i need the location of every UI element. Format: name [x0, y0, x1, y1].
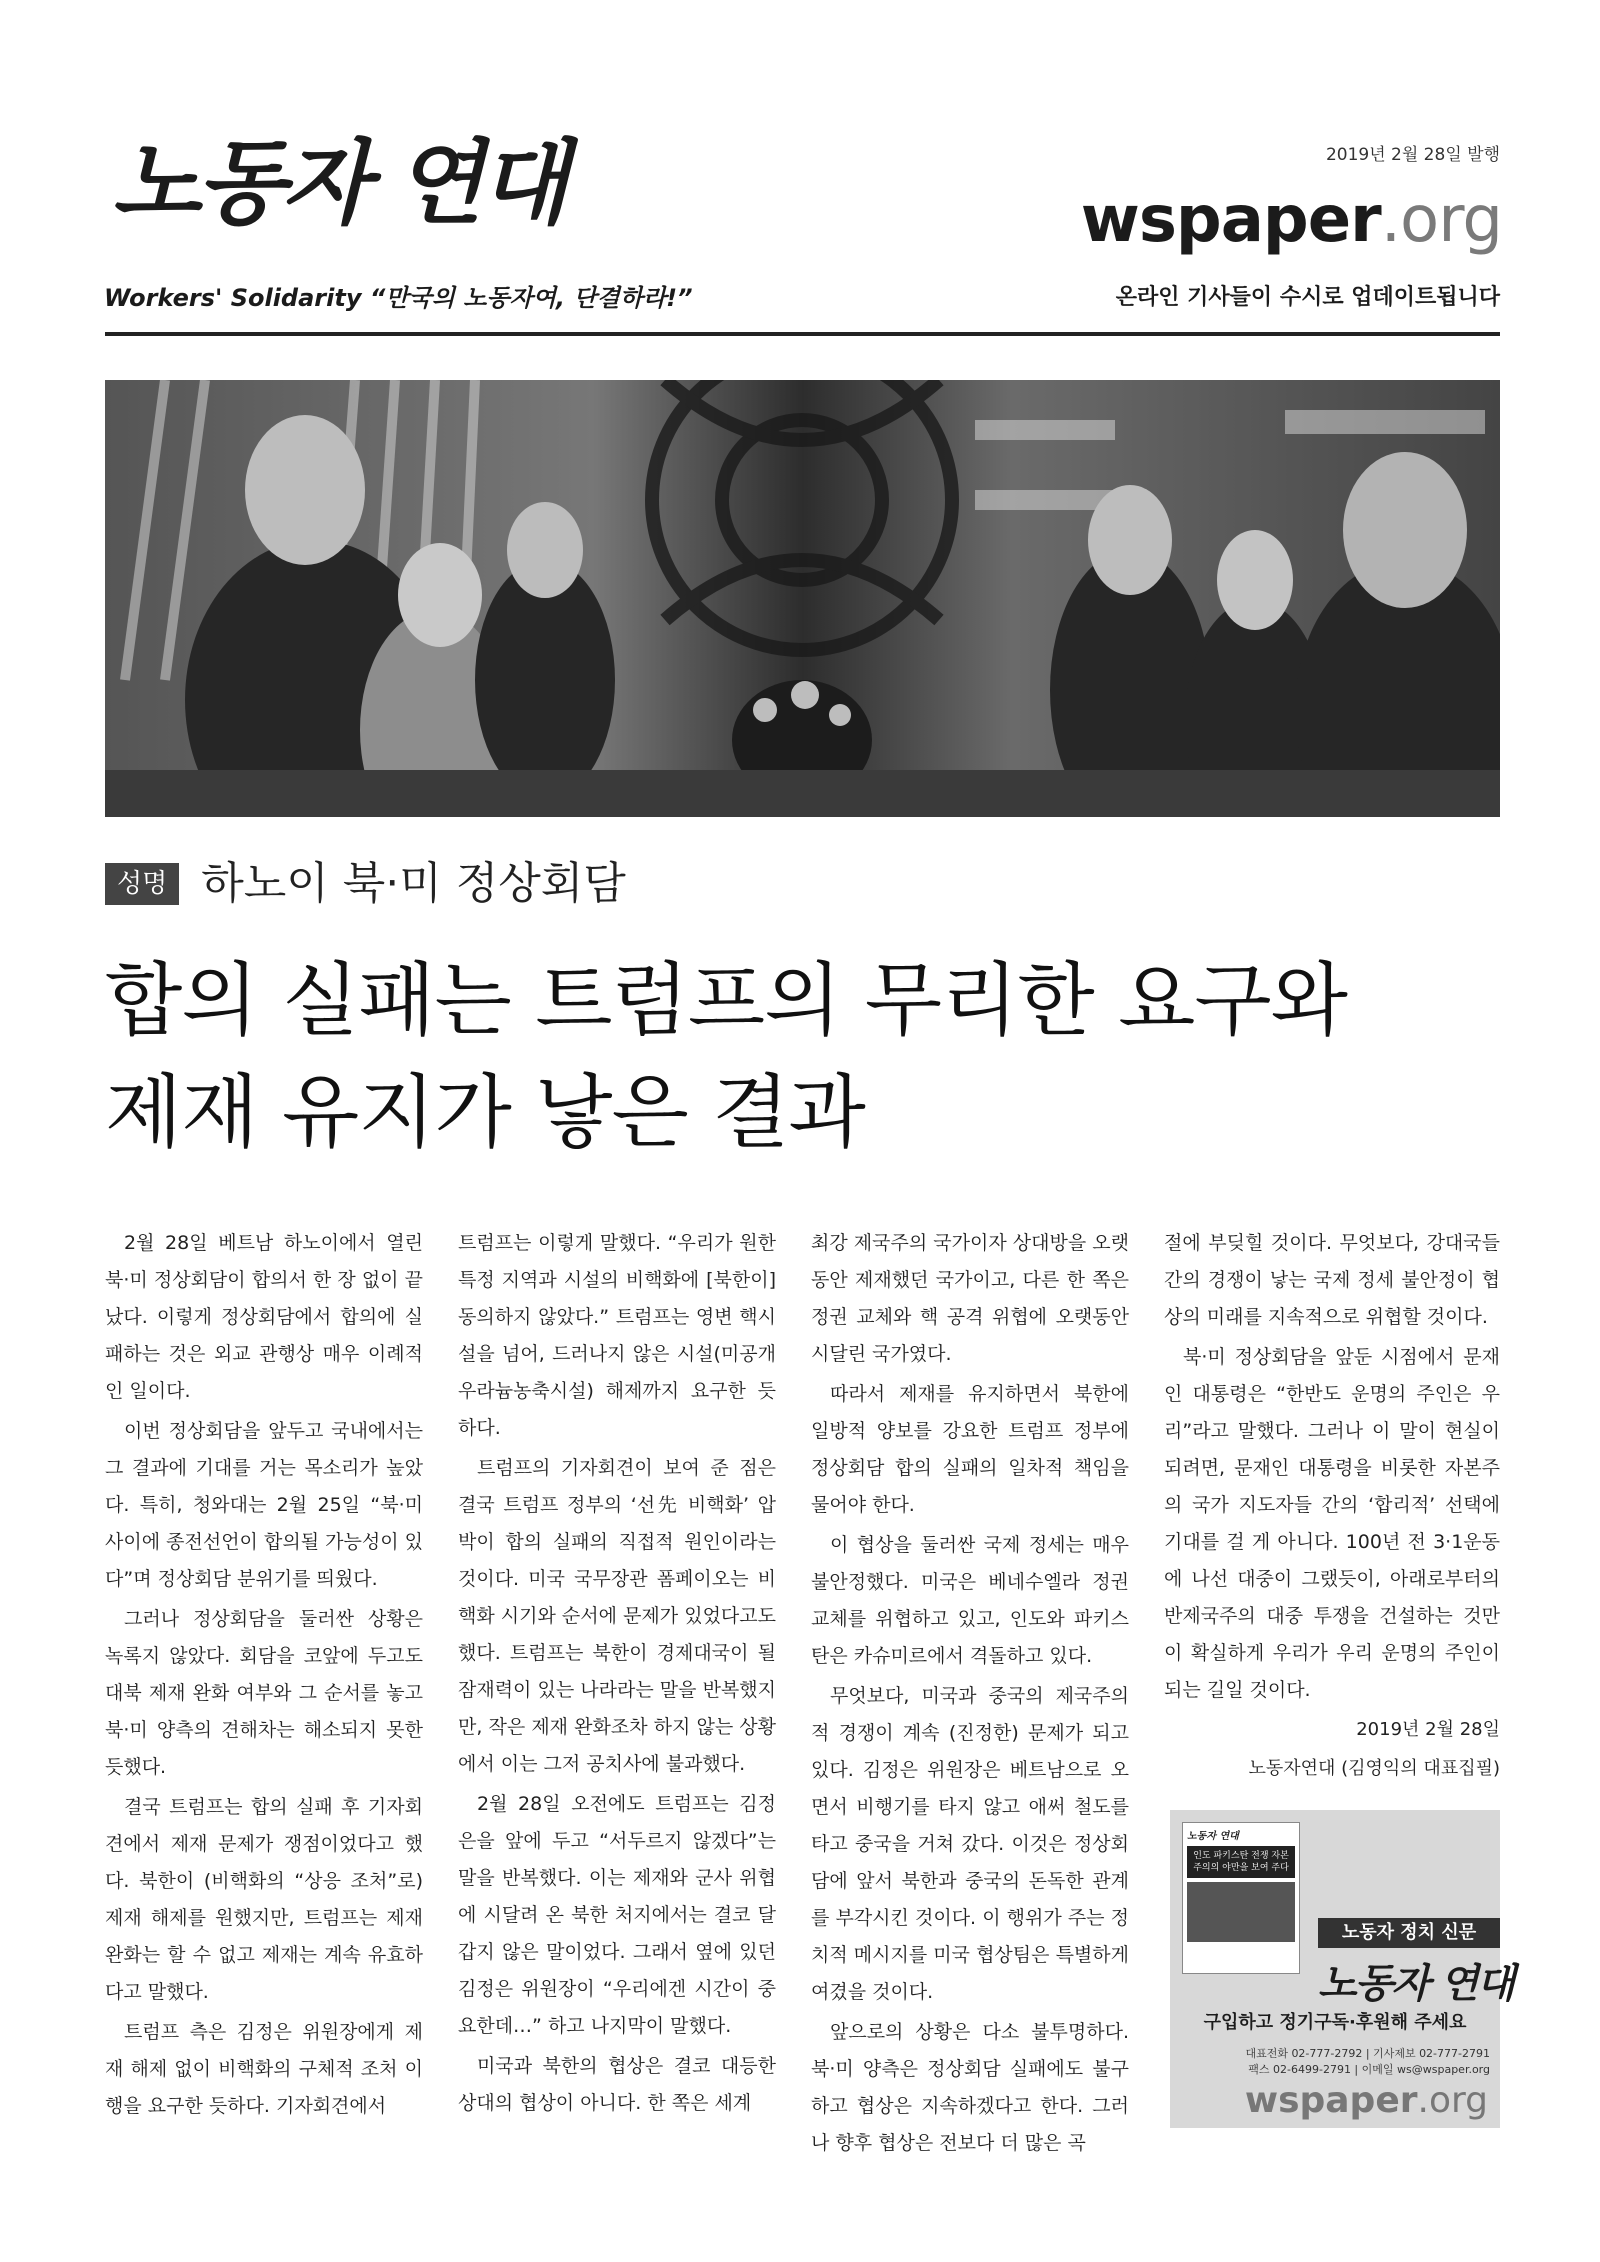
ad-banner: 노동자 정치 신문 [1318, 1918, 1500, 1948]
update-notice: 온라인 기사들이 수시로 업데이트됩니다 [1115, 285, 1500, 310]
ad-contact-line-1: 대표전화 02-777-2792 | 기사제보 02-777-2791 [1245, 2047, 1490, 2060]
paragraph: 북·미 정상회담을 앞둔 시점에서 문재인 대통령은 “한반도 운명의 주인은 우리”라고 말했다. 그러나 이 말이 현실이 되려면, 문재인 대통령을 비롯한 자본주의 국가 지도자들 간의 ‘합리적’ 선택에 기대를 걸 게 아니다. 100년 전 3·1운동에 나선 대중이 그랬듯이, 아래로부터의 반제국주의 대중 투쟁을 건설하는 것만이 확실하게 우리가 우리 운명의 주인이 되는 길일 것이다. [1164, 1346, 1500, 1701]
signature-author: 노동자연대 (김영익의 대표집필) [1248, 1758, 1500, 1779]
paragraph: 무엇보다, 미국과 중국의 제국주의적 경쟁이 계속 (진정한) 문제가 되고 있다. 김정은 위원장은 베트남으로 오면서 비행기를 타지 않고 애써 철도를 타고 중국을 거쳐 갔다. 이것은 정상회담에 앞서 북한과 중국의 돈독한 관계를 부각시킨 것이다. 이 행위가 주는 정치적 메시지를 미국 협상팀은 특별하게 여겼을 것이다. [811, 1685, 1129, 2003]
paragraph: 최강 제국주의 국가이자 상대방을 오랫동안 제재했던 국가이고, 다른 한 쪽은 정권 교체와 핵 공격 위협에 오랫동안 시달린 국가였다. [811, 1232, 1129, 1365]
headline-line-1: 합의 실패는 트럼프의 무리한 요구와 [105, 954, 1347, 1047]
article-column-1 [105, 1225, 423, 2128]
ad-contact [1170, 2046, 1490, 2078]
issue-date: 2019년 2월 28일 발행 [1325, 145, 1500, 165]
masthead-divider [105, 332, 1500, 336]
paragraph: 미국과 북한의 협상은 결코 대등한 상대의 협상이 아니다. 한 쪽은 세계 [458, 2055, 776, 2114]
summit-photo [105, 380, 1500, 817]
ad-mini-title: 노동자 연대 [1187, 1831, 1239, 1842]
ad-cta: 구입하고 정기구독·후원해 주세요 [1203, 2012, 1467, 2033]
paragraph: 이 협상을 둘러싼 국제 정세는 매우 불안정했다. 미국은 베네수엘라 정권 교체를 위협하고 있고, 인도와 파키스탄은 카슈미르에서 격돌하고 있다. [811, 1534, 1129, 1667]
site-url-tld: .org [1380, 183, 1502, 257]
kicker-text: 하노이 북·미 정상회담 [201, 858, 626, 909]
headline [105, 945, 1500, 1169]
paragraph: 따라서 제재를 유지하면서 북한에 일방적 양보를 강요한 트럼프 정부에 정상회담 합의 실패의 일차적 책임을 물어야 한다. [811, 1383, 1129, 1516]
article-column-3 [811, 1225, 1129, 2165]
article-column-2 [458, 1225, 776, 2125]
article-column-4 [1164, 1225, 1500, 1790]
ad-url-tld: .org [1417, 2080, 1488, 2121]
paragraph: 절에 부딪힐 것이다. 무엇보다, 강대국들 간의 경쟁이 낳는 국제 정세 불안정이 협상의 미래를 지속적으로 위협할 것이다. [1164, 1232, 1500, 1328]
signature-date: 2019년 2월 28일 [1356, 1719, 1500, 1740]
paragraph: 트럼프는 이렇게 말했다. “우리가 원한 특정 지역과 시설의 비핵화에 [북한이] 동의하지 않았다.” 트럼프는 영변 핵시설을 넘어, 드러나지 않은 시설(미공개 우라늄농축시설) 해제까지 요구한 듯하다. [458, 1232, 776, 1439]
headline-line-2: 제재 유지가 낳은 결과 [105, 1066, 865, 1159]
paragraph: 이번 정상회담을 앞두고 국내에서는 그 결과에 기대를 거는 목소리가 높았다. 특히, 청와대는 2월 25일 “북·미 사이에 종전선언이 합의될 가능성이 있다”며 정상회담 분위기를 띄웠다. [105, 1420, 423, 1590]
kicker [105, 858, 626, 909]
paragraph: 그러나 정상회담을 둘러싼 상황은 녹록지 않았다. 회담을 코앞에 두고도 대북 제재 완화 여부와 그 순서를 놓고 북·미 양측의 견해차는 해소되지 못한 듯했다. [105, 1608, 423, 1778]
ad-url-link[interactable] [1170, 2080, 1488, 2121]
site-url-link[interactable] [1080, 183, 1502, 257]
ad-logo: 노동자 연대 [1318, 1961, 1514, 2007]
subscription-ad[interactable] [1170, 1810, 1514, 2128]
paragraph: 트럼프의 기자회견이 보여 준 점은 결국 트럼프 정부의 ‘선先 비핵화’ 압박이 합의 실패의 직접적 원인이라는 것이다. 미국 국무장관 폼페이오는 비핵화 시기와 순서에 문제가 있었다고도 했다. 트럼프는 북한이 경제대국이 될 잠재력이 있는 나라라는 말을 반복했지만, 작은 제재 완화조차 하지 않는 상황에서 이는 그저 공치사에 불과했다. [458, 1457, 776, 1775]
paragraph: 2월 28일 베트남 하노이에서 열린 북·미 정상회담이 합의서 한 장 없이 끝났다. 이렇게 정상회담에서 합의에 실패하는 것은 외교 관행상 매우 이례적인 일이다. [105, 1232, 423, 1402]
site-url-main: wspaper [1080, 183, 1381, 257]
ad-mini-image [1187, 1882, 1295, 1942]
ad-mini-headline: 인도 파키스탄 전쟁 자본주의의 야만을 보여 주다 [1187, 1846, 1295, 1878]
masthead-logo[interactable]: 노동자 연대 [112, 130, 565, 237]
ad-contact-line-2: 팩스 02-6499-2791 | 이메일 ws@wspaper.org [1248, 2063, 1490, 2076]
paragraph: 트럼프 측은 김정은 위원장에게 제재 해제 없이 비핵화의 구체적 조처 이행을 요구한 듯하다. 기자회견에서 [105, 2021, 423, 2117]
kicker-tag: 성명 [105, 863, 179, 905]
paragraph: 앞으로의 상황은 다소 불투명하다. 북·미 양측은 정상회담 실패에도 불구하고 협상은 지속하겠다고 한다. 그러나 향후 협상은 전보다 더 많은 곡 [811, 2021, 1129, 2154]
ad-url-main: wspaper [1244, 2080, 1418, 2121]
masthead-tagline: Workers' Solidarity “만국의 노동자여, 단결하라!” [104, 284, 693, 312]
ad-newspaper-thumbnail [1182, 1822, 1300, 1974]
paragraph: 2월 28일 오전에도 트럼프는 김정은을 앞에 두고 “서두르지 않겠다”는 말을 반복했다. 이는 제재와 군사 위협에 시달려 온 북한 처지에서는 결코 달갑지 않은 말이었다. 그래서 옆에 있던 김정은 위원장이 “우리에겐 시간이 중요한데…” 하고 나지막이 말했다. [458, 1793, 776, 2037]
summit-photo-image [105, 380, 1500, 817]
paragraph: 결국 트럼프는 합의 실패 후 기자회견에서 제재 문제가 쟁점이었다고 했다. 북한이 (비핵화의 “상응 조처”로) 제재 해제를 원했지만, 트럼프는 제재 완화는 할 수 없고 제재는 계속 유효하다고 말했다. [105, 1796, 423, 2003]
